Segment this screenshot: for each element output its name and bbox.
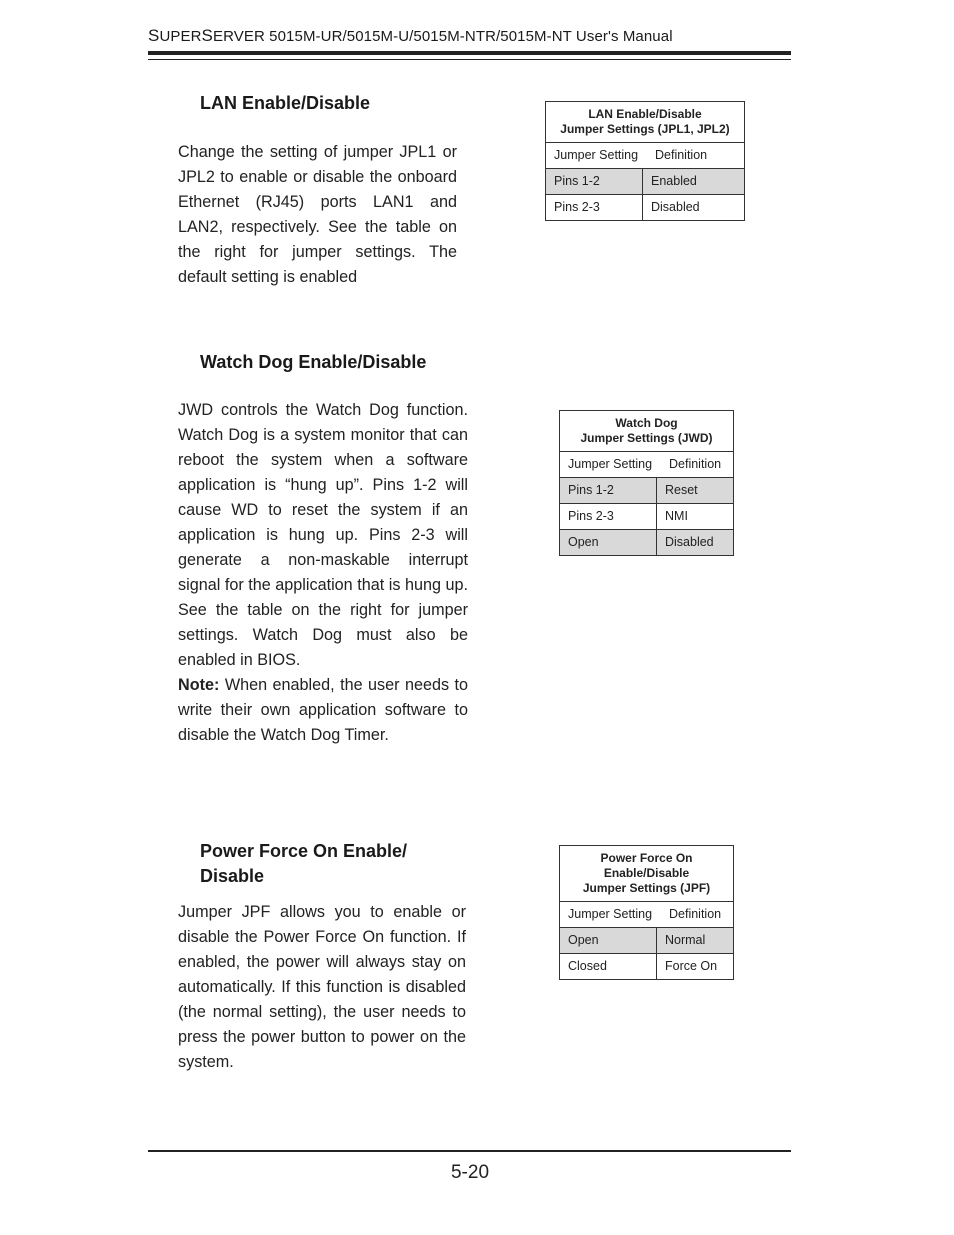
- watchdog-table-title-line1: Watch Dog: [615, 416, 678, 430]
- powerforce-body: [178, 900, 466, 1075]
- lan-heading: LAN Enable/Disable: [200, 93, 371, 113]
- watchdog-table-title: [560, 411, 733, 452]
- watchdog-note-label: Note:: [178, 676, 220, 694]
- lan-table-title: [546, 102, 744, 143]
- table-row: [546, 169, 744, 195]
- watchdog-col-setting: Jumper Setting: [568, 457, 653, 471]
- lan-table-header-row: [546, 143, 744, 169]
- lan-jumper-table: [545, 101, 745, 221]
- header-s1: S: [148, 26, 160, 45]
- watchdog-row2-definition: NMI: [665, 509, 688, 523]
- header-erver: ERVER: [212, 28, 265, 45]
- powerforce-table-header-row: [560, 902, 733, 928]
- powerforce-table-title-line3: Jumper Settings (JPF): [582, 881, 711, 895]
- powerforce-row1-setting: Open: [560, 928, 657, 953]
- header-rule-thin: [148, 59, 791, 60]
- powerforce-table-title-line2: Enable/Disable: [603, 866, 690, 880]
- lan-table-title-line1: LAN Enable/Disable: [588, 107, 702, 121]
- powerforce-heading-line2: Disable: [200, 866, 265, 886]
- watchdog-body-text: JWD controls the Watch Dog function. Watch Dog is a system monitor that can reboot the system when a software application is “hung up”. Pins 1-2 will cause WD to reset the system if an application is hung up. Pins 2-3 will generate a non-maskable interrupt signal for the application that is hung up. See the table on the right for jumper settings. Watch Dog must also be enabled in BIOS.: [178, 401, 468, 669]
- lan-row1-definition: Enabled: [651, 174, 697, 188]
- powerforce-jumper-table: [559, 845, 734, 980]
- lan-body-text: Change the setting of jumper JPL1 or JPL2 to enable or disable the onboard Ethernet (RJ45) ports LAN1 and LAN2, respectively. See the table on the right for jumper settings. The default setting is enabled: [178, 143, 457, 286]
- watchdog-row2-setting: Pins 2-3: [560, 504, 657, 529]
- lan-row1-setting: Pins 1-2: [546, 169, 643, 194]
- header-s2: S: [201, 26, 213, 45]
- header-rule-thick: [148, 51, 791, 55]
- lan-row2-setting: Pins 2-3: [546, 195, 643, 220]
- watchdog-note: [178, 673, 468, 748]
- watchdog-col-definition: Definition: [669, 457, 722, 471]
- table-row: [560, 478, 733, 504]
- watchdog-row3-setting: Open: [560, 530, 657, 555]
- watchdog-row1-setting: Pins 1-2: [560, 478, 657, 503]
- powerforce-row2-definition: Force On: [665, 959, 718, 973]
- powerforce-body-text: Jumper JPF allows you to enable or disable the Power Force On function. If enabled, the power will always stay on automatically. If this function is disabled (the normal setting), the user needs to press the power button to power on the system.: [178, 903, 466, 1071]
- powerforce-row2-setting: Closed: [560, 954, 657, 979]
- page-number: 5-20: [450, 1162, 490, 1183]
- powerforce-col-setting: Jumper Setting: [568, 907, 653, 921]
- footer-rule: [148, 1150, 791, 1152]
- lan-col-definition: Definition: [655, 148, 708, 162]
- watchdog-heading: Watch Dog Enable/Disable: [200, 352, 427, 372]
- lan-body: [178, 140, 457, 290]
- lan-col-setting: Jumper Setting: [554, 148, 639, 162]
- watchdog-note-text: When enabled, the user needs to write their own application software to disable the Watch Dog Timer.: [178, 676, 468, 744]
- table-row: [560, 504, 733, 530]
- powerforce-table-title-line1: Power Force On: [600, 851, 693, 865]
- table-row: [560, 530, 733, 555]
- watchdog-row3-definition: Disabled: [665, 535, 714, 549]
- watchdog-body: [178, 398, 468, 748]
- lan-row2-definition: Disabled: [651, 200, 700, 214]
- lan-table-title-line2: Jumper Settings (JPL1, JPL2): [560, 122, 730, 136]
- powerforce-row1-definition: Normal: [665, 933, 706, 947]
- watchdog-row1-definition: Reset: [665, 483, 698, 497]
- powerforce-heading: [200, 839, 407, 889]
- watchdog-table-header-row: [560, 452, 733, 478]
- table-row: [560, 954, 733, 979]
- watchdog-jumper-table: [559, 410, 734, 556]
- running-header: [148, 26, 791, 46]
- table-row: [546, 195, 744, 220]
- powerforce-col-definition: Definition: [669, 907, 722, 921]
- header-uper: UPER: [159, 28, 202, 45]
- watchdog-table-title-line2: Jumper Settings (JWD): [580, 431, 713, 445]
- powerforce-heading-line1: Power Force On Enable/: [200, 841, 408, 861]
- table-row: [560, 928, 733, 954]
- header-title-rest: 5015M-UR/5015M-U/5015M-NTR/5015M-NT User's Manual: [264, 28, 673, 45]
- powerforce-table-title: [560, 846, 733, 902]
